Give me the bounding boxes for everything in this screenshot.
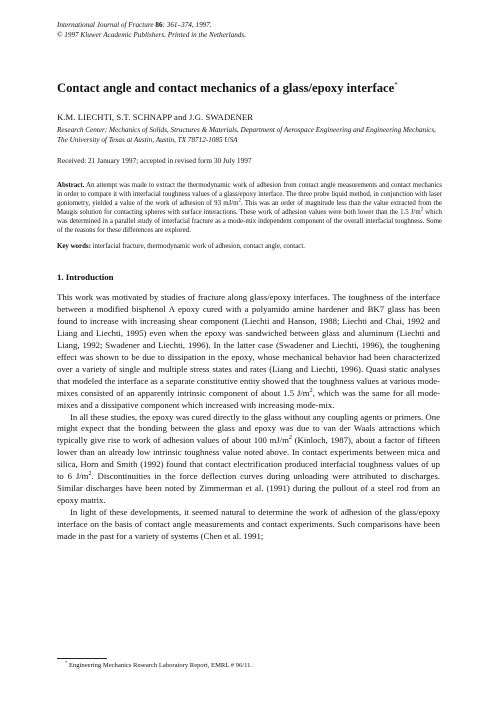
paragraph-1: This work was motivated by studies of fracture along glass/epoxy interfaces. The toughness of the interface between a modified bisphenol A epoxy cured with a polyamido amine hardener and BK7 glass has been found to increase with increasing shear component (Liechti and Hanson, 1988; Liechti and Chai, 1992 and Liang and Liechti, 1995) even when the epoxy was sandwiched between glass and aluminum (Liechti and Liang, 1992; Swadener and Liechti, 1996). In the latter case (Swadener and Liechti, 1996), the toughening effect was shown to be due to dissipation in the epoxy, whose mechanical behavior had been characterized over a variety of single and multiple stress states and rates (Liang and Liechti, 1996). Quasi static analyses that modeled the interface as a separate constitutive entity showed that the toughness values at various mode-mixes consisted of an apparently intrinsic component of about 1.5 $J/m^2$, which was the same for all mode-mixes and a dissipative component which increased with increasing mode-mix. <box>57 292 441 410</box>
journal-citation: International Journal of Fracture 86: 361–374, 1997. <box>57 21 212 29</box>
journal-header <box>57 20 246 40</box>
paragraph-3: In light of these developments, it seemed natural to determine the work of adhesion of the glass/epoxy interface on the basis of contact angle measurements and contact experiments. Such comparisons have been made in the past for a variety of systems (Chen et al. 1991; <box>57 507 440 542</box>
journal-volume: 86 <box>155 21 163 29</box>
author-list: K.M. LIECHTI, S.T. SCHNAPP and J.G. SWADENER <box>57 112 254 122</box>
abstract-label: Abstract. <box>57 182 85 189</box>
paper-title: Contact angle and contact mechanics of a glass/epoxy interface* <box>57 80 398 95</box>
copyright-line: © 1997 Kluwer Academic Publishers. Printed in the Netherlands. <box>57 31 246 39</box>
received-dates: Received: 21 January 1997; accepted in revised form 30 July 1997 <box>57 156 252 165</box>
paragraph-2: In all these studies, the epoxy was cured directly to the glass without any coupling agents or primers. One might expect that the bonding between the glass and epoxy was due to van der Waals attractions which typically give rise to work of adhesion values of about 100 $mJ/m^2$ (Kinloch, 1987), about a factor of fifteen lower than an already low intrinsic toughness value noted above. In contact experiments between mica and silica, Horn and Smith (1992) found that contact electrification produced interfacial toughness values of up to 6 $J/m^2$. Discontinuities in the force deflection curves during unloading were attributed to discharges. Similar discharges have been noted by Zimmerman et al. (1991) during the pullout of a steel rod from an epoxy matrix. <box>57 411 440 506</box>
body-text <box>57 292 440 543</box>
keywords: Key words: interfacial fracture, thermodynamic work of adhesion, contact angle, contact. <box>57 243 305 250</box>
footnote: * Engineering Mechanics Research Laboratory Report, EMRL # 96/11. <box>65 659 253 669</box>
affiliation: Research Center: Mechanics of Solids, Structures & Materials, Department of Aerospace Engineering and Engineering Mechanics, The University of Texas at Austin, Austin, TX 78712-1085 USA <box>57 126 436 144</box>
section-heading: 1. Introduction <box>57 272 114 282</box>
abstract: Abstract. An attempt was made to extract the thermodynamic work of adhesion from contact angle measurements and contact mechanics in order to compare it with interfacial toughness values of a glass/epoxy interface. The three probe liquid method, in conjunction with laser goniometry, yielded a value of the work of adhesion of 93 $mJ/m^2$. This was an order of magnitude less than the value extracted from the Maugis solution for contacting spheres with surface interactions. These work of adhesion values were both lower than the 1.5 $J/m^2$ which was determined in a parallel study of interfacial fracture as a mode-mix independent component of the overall interfacial toughness. Some of the reasons for these differences are explored. <box>57 182 442 235</box>
title-footnote-mark: * <box>394 80 398 89</box>
keywords-label: Key words: <box>57 243 91 250</box>
